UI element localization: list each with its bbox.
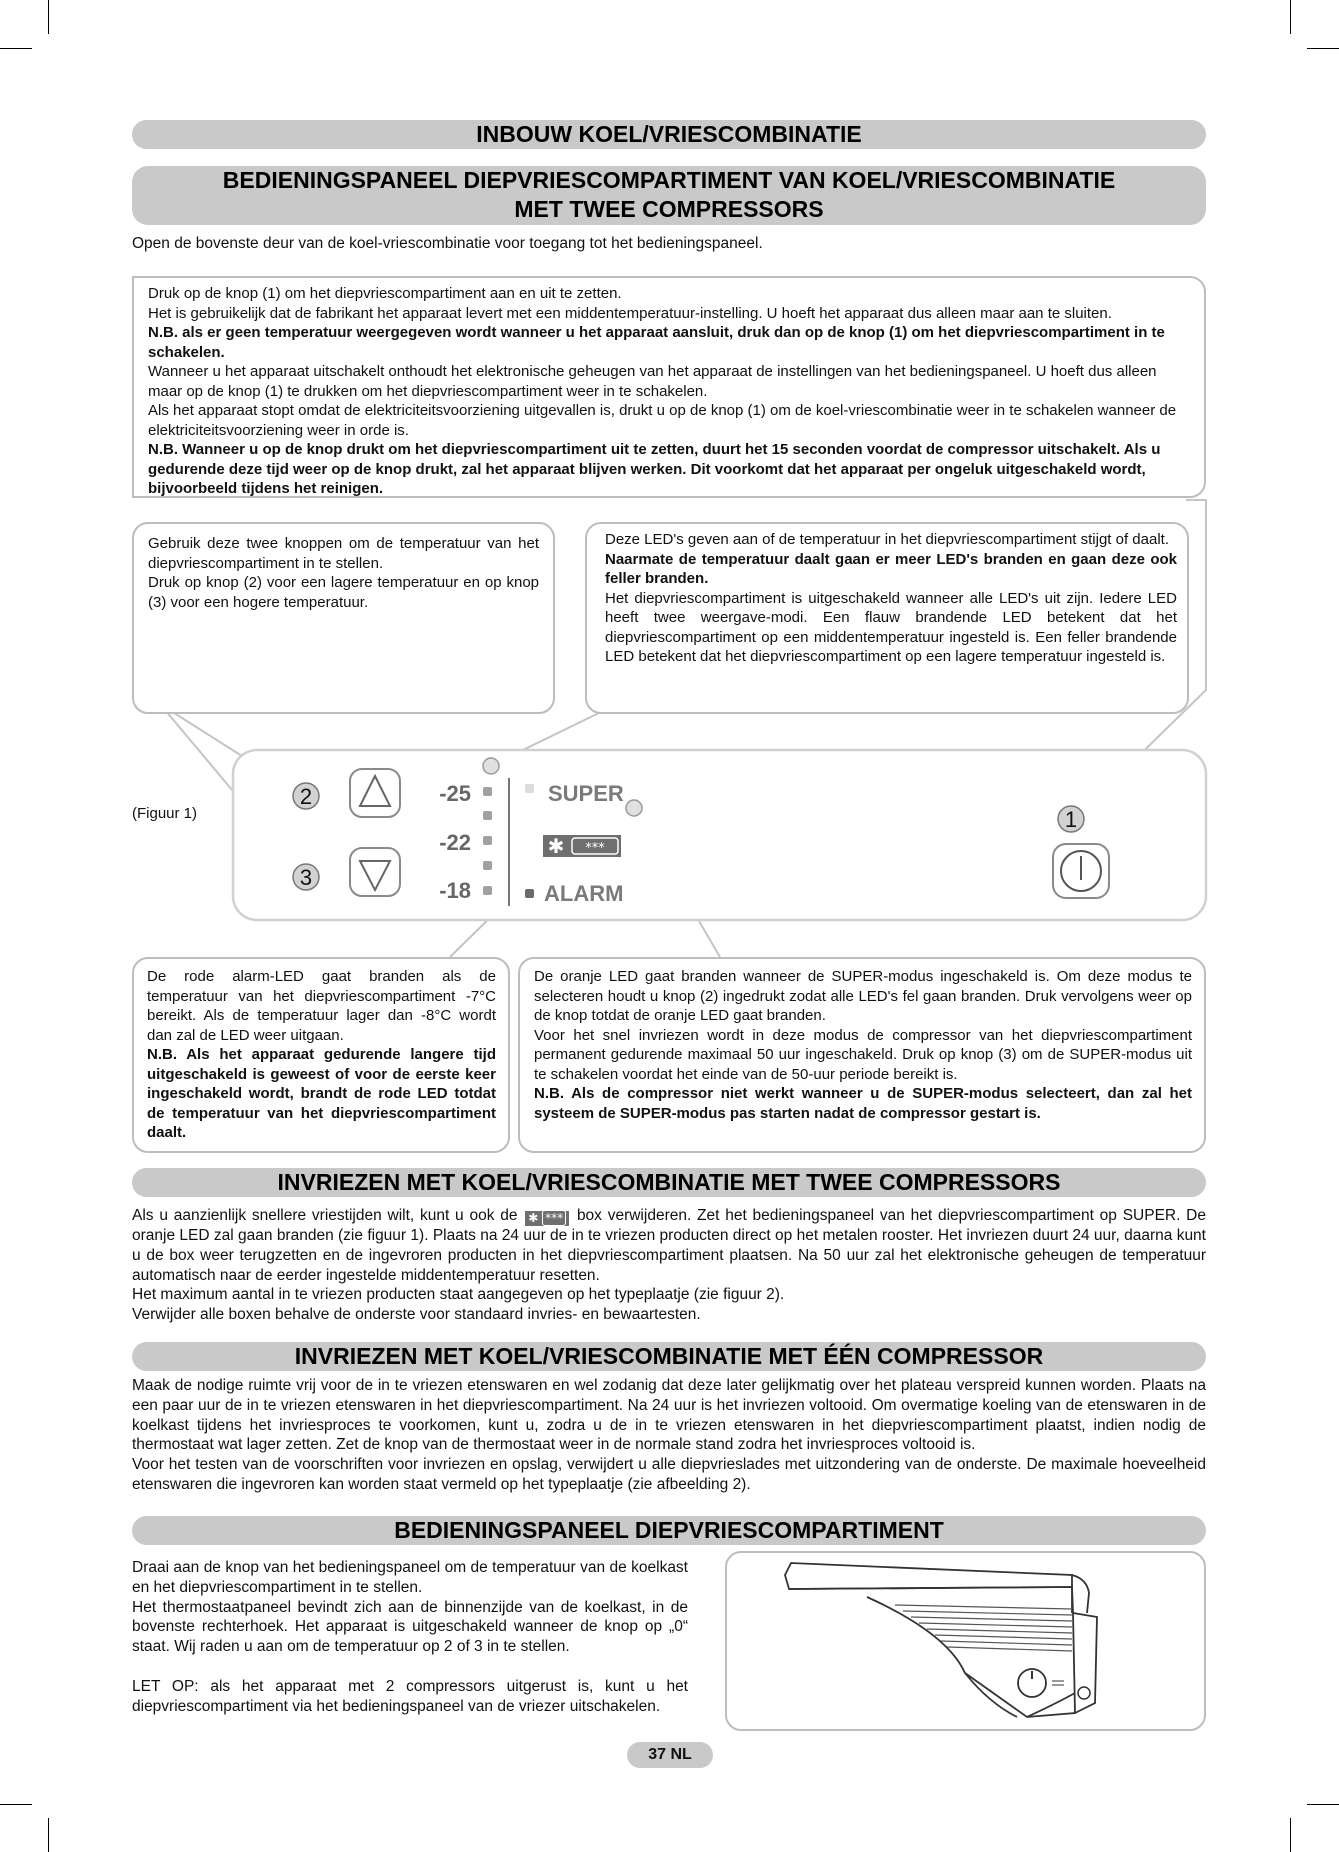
alarm-info-box <box>132 957 510 1153</box>
two-compressors-text-c: Het maximum aantal in te vriezen producten staat aangegeven op het typeplaatje (zie figuur 2). <box>132 1286 785 1304</box>
power-button-info-box <box>132 276 1206 498</box>
one-compressor-text-a: Maak de nodige ruimte vrij voor de in te vriezen etenswaren en wel zodanig dat deze later gelijkmatig over het plateau verspreid kunnen worden. Plaats na een paar uur de in te vriezen etenswaren in het diepvriescompartiment. Na 24 uur is het invriezen voltooid. Om overmatige koeling van de etenswaren in de koelkast tijdens het invriesproces te voorkomen, kunt u, zodra u de in te vriezen etenswaren in het diepvriescompartiment plaatst, indien nodig de thermostaat wat lager zetten. Zet de knop van de thermostaat weer in de normale stand zodra het invriesproces voltooid is. <box>132 1377 1206 1454</box>
section-title-line-1: BEDIENINGSPANEEL DIEPVRIESCOMPARTIMENT VAN KOEL/VRIESCOMBINATIE <box>222 167 1116 193</box>
temp-label-18: -18 <box>439 878 471 903</box>
section-title-two-compressors: INVRIEZEN MET KOEL/VRIESCOMBINATIE MET TWEE COMPRESSORS <box>132 1168 1206 1197</box>
star-rating-label: *** <box>585 841 605 856</box>
power-text-2: Het is gebruikelijk dat de fabrikant het apparaat levert met een middentemperatuur-instelling. U hoeft het apparaat dus alleen maar aan te sluiten. <box>148 304 1112 322</box>
power-text-4: Wanneer u het apparaat uitschakelt onthoudt het elektronische geheugen van het apparaat de instellingen van het bedieningspaneel. U hoeft dus alleen maar op de knop (1) te drukken om het diepvriescompartiment weer in te schakelen. <box>148 363 1157 400</box>
super-led <box>525 784 534 793</box>
callout-1-label: 1 <box>1064 807 1078 832</box>
intro-text: Open de bovenste deur van de koel-vriescombinatie voor toegang tot het bedieningspaneel. <box>132 235 763 252</box>
led-4 <box>483 861 492 870</box>
leds-text-3: Het diepvriescompartiment is uitgeschakeld wanneer alle LED's uit zijn. Iedere LED heeft twee weergave-modi. Een flauw brandende LED betekent dat het diepvriescompartiment op een middentemperatuur ingesteld is. Een feller brandende LED betekent dat het diepvriescompartiment op een lagere temperatuur ingesteld is. <box>605 589 1177 665</box>
super-mode-info-box <box>518 957 1206 1153</box>
two-compressors-text-b: box verwijderen. Zet het bedieningspaneel van het diepvriescompartiment op SUPER. De oranje LED zal gaan branden (zie figuur 1). Plaats na 24 uur de in te vriezen producten direct op het metalen rooster. Het invriezen duurt 24 uur, daarna kunt u de box weer terugzetten en de ingevroren producten in het diepvriescompartiment plaatsen. Na 50 uur zal het elektronische geheugen de temperatuur automatisch naar de eerder ingestelde middentemperatuur resetten. <box>132 1207 1207 1284</box>
leds-text-2: Naarmate de temperatuur daalt gaan er meer LED's branden en gaan deze ook feller branden. <box>605 550 1177 587</box>
freezer-panel-text-c: LET OP: als het apparaat met 2 compressors uitgerust is, kunt u het diepvriescompartiment via het bedieningspaneel van de vriezer uitschakelen. <box>132 1677 688 1715</box>
led-info-box <box>585 522 1189 714</box>
led-2 <box>483 811 492 820</box>
one-compressor-text <box>132 1376 1206 1495</box>
freezer-panel-text-a: Draai aan de knop van het bedieningspaneel om de temperatuur van de koelkast en het diepvriescompartiment in te stellen. <box>132 1559 688 1596</box>
freezer-panel-text <box>132 1558 688 1717</box>
alarm-text-2: N.B. Als het apparaat gedurende langere tijd uitgeschakeld is geweest of voor de eerste keer ingeschakeld wordt, brandt de rode LED totdat de temperatuur van het diepvriescompartiment daalt. <box>147 1046 496 1141</box>
leader-dot-leds <box>483 758 499 774</box>
section-title-line-2: MET TWEE COMPRESSORS <box>514 196 824 222</box>
freezer-panel-text-b: Het thermostaatpaneel bevindt zich aan de binnenzijde van de koelkast, in de bovenste rechterhoek. Het apparaat is uitgeschakeld wanneer de knop op „0“ staat. Wij raden u aan om de temperatuur op 2 of 3 in te stellen. <box>132 1598 688 1656</box>
section-title-freezer-panel: BEDIENINGSPANEEL DIEPVRIESCOMPARTIMENT <box>132 1516 1206 1545</box>
alarm-led <box>525 889 534 898</box>
leds-text-1: Deze LED's geven aan of de temperatuur in het diepvriescompartiment stijgt of daalt. <box>605 531 1170 548</box>
page-title: INBOUW KOEL/VRIESCOMBINATIE <box>132 120 1206 149</box>
alarm-text-1: De rode alarm-LED gaat branden als de temperatuur van het diepvriescompartiment -7°C bereikt. Als de temperatuur lager dan -8°C wordt dan zal de LED weer uitgaan. <box>147 968 496 1044</box>
buttons-text-2: Druk op knop (2) voor een lagere temperatuur en op knop (3) voor een hogere temperatuur. <box>148 574 539 611</box>
two-compressors-text-d: Verwijder alle boxen behalve de onderste voor standaard invries- en bewaartesten. <box>132 1306 701 1324</box>
section-title-one-compressor: INVRIEZEN MET KOEL/VRIESCOMBINATIE MET ÉÉN COMPRESSOR <box>132 1342 1206 1371</box>
led-5 <box>483 886 492 895</box>
super-text-1: De oranje LED gaat branden wanneer de SUPER-modus ingeschakeld is. Om deze modus te selecteren houdt u knop (2) ingedrukt zodat alle LED's fel gaan branden. Druk vervolgens weer op de knop totdat de oranje LED gaat branden. <box>534 968 1192 1024</box>
two-compressors-text-a: Als u aanzienlijk snellere vriestijden wilt, kunt u ook de <box>132 1207 518 1224</box>
figure-caption: (Figuur 1) <box>132 805 198 822</box>
thermostat-illustration <box>727 1553 1204 1729</box>
power-text-6: N.B. Wanneer u op de knop drukt om het diepvriescompartiment uit te zetten, duurt het 15 seconden voordat de compressor uitschakelt. Als u gedurende deze tijd weer op de knop drukt, zal het apparaat blijven werken. Dit voorkomt dat het apparaat per ongeluk uitgeschakeld wordt, bijvoorbeeld tijdens het reinigen. <box>148 441 1161 497</box>
led-1 <box>483 787 492 796</box>
alarm-label: ALARM <box>544 881 624 906</box>
power-text-5: Als het apparaat stopt omdat de elektriciteitsvoorziening uitgevallen is, drukt u op de knop (1) om de koel-vriescombinatie weer in te schakelen wanneer de elektriciteitsvoorziening weer in orde is. <box>148 402 1177 439</box>
two-compressors-text <box>132 1206 1206 1325</box>
freezer-star-inline-icon: ✱ *** <box>525 1211 569 1226</box>
power-text-1: Druk op de knop (1) om het diepvriescompartiment aan en uit te zetten. <box>148 285 622 302</box>
super-text-2: Voor het snel invriezen wordt in deze modus de compressor van het diepvriescompartiment permanent gedurende maximaal 50 uur ingeschakeld. Druk op knop (3) om de SUPER-modus uit te schakelen voordat het einde van de 50-uur periode bereikt is. <box>534 1026 1192 1083</box>
one-compressor-text-b: Voor het testen van de voorschriften voor invriezen en opslag, verwijdert u alle diepvrieslades met uitzondering van de onderste. De maximale hoeveelheid etenswaren die ingevroren kan worden staat vermeld op het typeplaatje (zie afbeelding 2). <box>132 1456 1206 1493</box>
callout-3-label: 3 <box>299 865 313 890</box>
callout-2-label: 2 <box>299 784 313 809</box>
temp-label-25: -25 <box>439 781 471 806</box>
power-text-3: N.B. als er geen temperatuur weergegeven wordt wanneer u het apparaat aansluit, druk dan op de knop (1) om het diepvriescompartiment in te schakelen. <box>148 324 1165 361</box>
page-number-badge: 37 NL <box>627 1742 713 1768</box>
led-3 <box>483 836 492 845</box>
super-label: SUPER <box>548 781 624 806</box>
leader-dot-super <box>626 800 642 816</box>
temperature-buttons-info-box <box>132 522 555 714</box>
super-text-3: N.B. Als de compressor niet werkt wanneer u de SUPER-modus selecteert, dan zal het systeem de SUPER-modus pas starten nadat de compressor gestart is. <box>534 1085 1192 1122</box>
buttons-text-1: Gebruik deze twee knoppen om de temperatuur van het diepvriescompartiment in te stellen. <box>148 535 539 572</box>
temp-label-22: -22 <box>439 830 471 855</box>
thermostat-figure-box <box>725 1551 1206 1731</box>
inline-star-label: *** <box>542 1210 566 1226</box>
snowflake-icon: ✱ <box>547 834 565 858</box>
